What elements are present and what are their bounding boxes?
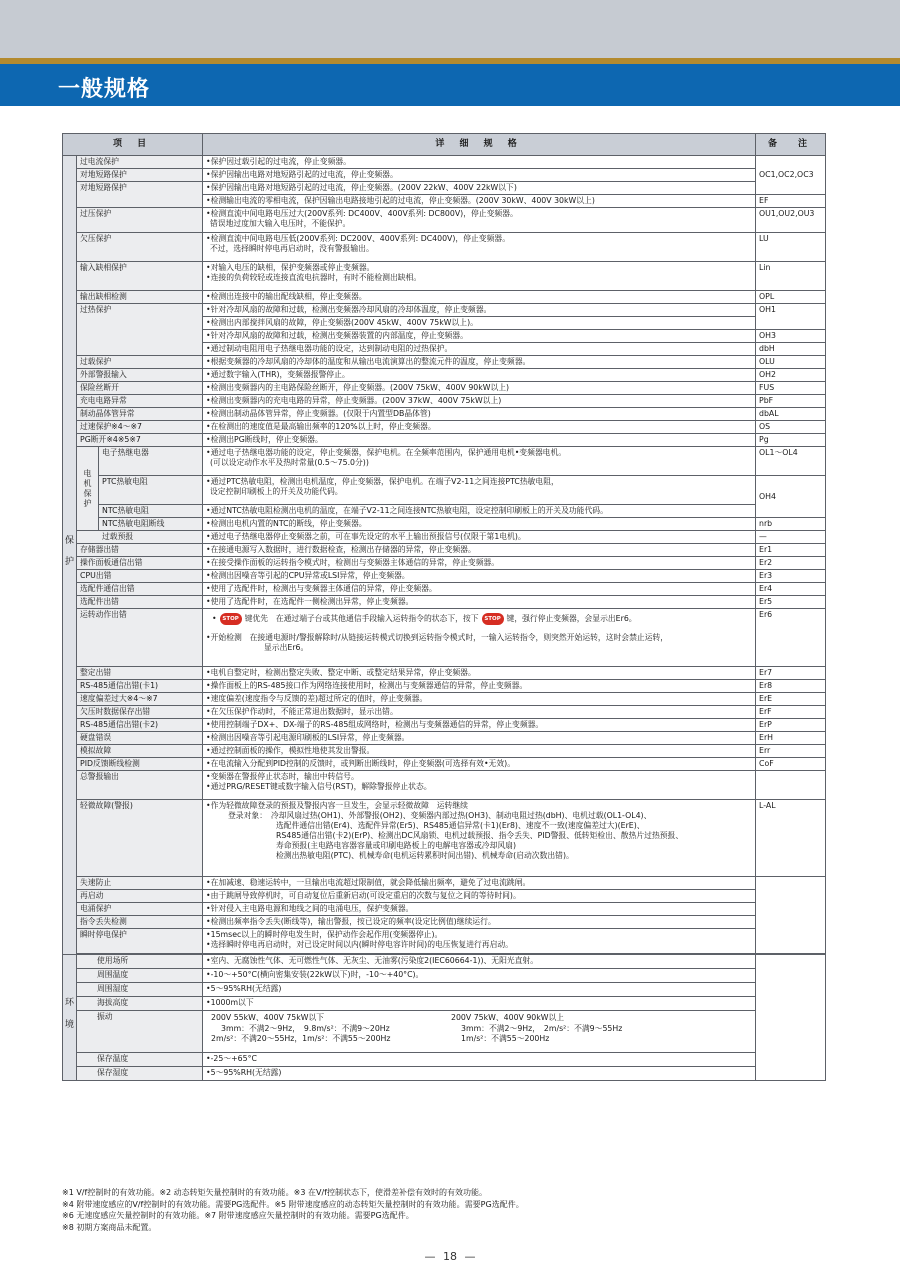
remark-cell: EF [756, 195, 826, 208]
table-row [63, 969, 826, 983]
table-row [63, 758, 826, 771]
item-cell: 输入缺相保护 [77, 262, 203, 291]
footnotes [62, 1187, 842, 1233]
detail-cell: •保护因输出电路对地短路引起的过电流，停止变频器。(200V 22kW、400V 22kW以下) [203, 182, 756, 195]
detail-cell: •检测出内部搅拌风扇的故障，停止变频器(200V 45kW、400V 75kW以上)。 [203, 317, 756, 330]
detail-cell: •变频器在警报停止状态时，输出中转信号。 •通过PRG/RESET键或数字输入信号(RST)，解除警报停止状态。 [203, 771, 756, 800]
item-cell: 轻微故障(警报) [77, 800, 203, 877]
item-cell: 瞬时停电保护 [77, 929, 203, 954]
table-row [63, 745, 826, 758]
detail-cell: •针对冷却风扇的故障和过载，检测出变频器冷却风扇的冷却体温度，停止变频器。 [203, 304, 756, 317]
table-row [63, 680, 826, 693]
detail-cell: •检测出电机内置的NTC的断线，停止变频器。 [203, 518, 756, 531]
detail-cell: •检测出因噪音等引起的CPU异常或LSI异常，停止变频器。 [203, 570, 756, 583]
remark-cell: OL1～OL4 [756, 447, 826, 476]
table-row [63, 505, 826, 518]
remark-cell: L-AL [756, 800, 826, 877]
detail-cell: •针对侵入主电路电源和地线之间的电涌电压，保护变频器。 [203, 903, 756, 916]
table-row [63, 434, 826, 447]
detail-cell: •检测出变频器内的主电路保险丝断开，停止变频器。(200V 75kW、400V 90kW以上) [203, 382, 756, 395]
remark-cell: ErP [756, 719, 826, 732]
remark-cell: OPL [756, 291, 826, 304]
table-header-row [63, 134, 826, 156]
table-row [63, 719, 826, 732]
item-cell: 选配件出错 [77, 596, 203, 609]
item-cell: 保存湿度 [77, 1067, 203, 1081]
remark-cell: Pg [756, 434, 826, 447]
detail-cell: •检测出因噪音等引起电源印刷板的LSI异常，停止变频器。 [203, 732, 756, 745]
table-row [63, 557, 826, 570]
table-row [63, 1053, 826, 1067]
table-row [63, 291, 826, 304]
table-row [63, 706, 826, 719]
table-row [63, 182, 826, 195]
vibration-grid: 200V 55kW、400V 75kW以下 200V 75kW、400V 90kW以上 3mm：不满2～9Hz， 9.8m/s²：不满9～20Hz 3mm：不满2～9Hz， 2m/s²：不满9～55Hz 2m/s²：不满20～55Hz，1m/s²：不满55～200Hz 1m/s²：不满55～200Hz [211, 1013, 623, 1044]
table-row [63, 997, 826, 1011]
table-row [63, 369, 826, 382]
detail-cell: •-10～+50°C(横向密集安装(22kW以下)时，-10～+40°C)。 [203, 969, 756, 983]
item-cell: 运转动作出错 [77, 609, 203, 667]
detail-cell: •检测直流中间电路电压低(200V系列: DC200V、400V系列: DC400V)，停止变频器。 不过，选择瞬时停电再启动时，没有警报输出。 [203, 233, 756, 262]
detail-cell: •检测出连接中的输出配线缺相，停止变频器。 [203, 291, 756, 304]
detail-cell: •5～95%RH(无结露) [203, 1067, 756, 1081]
item-cell: PTC热敏电阻 [99, 476, 203, 505]
remark-cell: nrb [756, 518, 826, 531]
detail-cell: •通过NTC热敏电阻检测出电机的温度，在端子V2-11之间连接NTC热敏电阻，设定控制印刷板上的开关及功能代码。 [203, 505, 756, 518]
stop-key-icon: STOP [482, 613, 504, 625]
detail-cell: •在电流输入分配到PID控制的反馈时，或判断出断线时，停止变频器(可选择有效•无效)。 [203, 758, 756, 771]
detail-cell: •5～95%RH(无结露) [203, 983, 756, 997]
item-cell: 选配件通信出错 [77, 583, 203, 596]
detail-cell: •保护因过载引起的过电流，停止变频器。 [203, 156, 756, 169]
detail-cell: •1000m以下 [203, 997, 756, 1011]
item-cell: NTC热敏电阻断线 [99, 518, 203, 531]
table-row [63, 583, 826, 596]
item-cell: RS-485通信出错(卡2) [77, 719, 203, 732]
category-environment: 环 境 [63, 955, 77, 1081]
stop-key-icon: STOP [220, 613, 242, 625]
item-cell: 周围湿度 [77, 983, 203, 997]
remark-cell: LU [756, 233, 826, 262]
item-cell: 失速防止 [77, 877, 203, 890]
page-number: — 18 — [424, 1250, 476, 1263]
remark-cell: OH3 [756, 330, 826, 343]
remark-cell: PbF [756, 395, 826, 408]
item-cell: RS-485通信出错(卡1) [77, 680, 203, 693]
table-row [63, 382, 826, 395]
top-gray-band [0, 0, 900, 58]
remark-cell: Lin [756, 262, 826, 291]
item-cell: 对地短路保护 [77, 169, 203, 182]
item-cell: 操作面板通信出错 [77, 557, 203, 570]
table-row [63, 447, 826, 476]
remark-cell: ErE [756, 693, 826, 706]
table-row [63, 356, 826, 369]
remark-cell: — [756, 531, 826, 544]
item-cell: 电子热继电器 [99, 447, 203, 476]
table-row [63, 983, 826, 997]
footnote-line: ※1 V/f控制时的有效功能。※2 动态转矩矢量控制时的有效功能。※3 在V/f控制状态下，使滑差补偿有效时的有效功能。 [62, 1188, 487, 1197]
item-cell: CPU出错 [77, 570, 203, 583]
table-row [63, 609, 826, 667]
remark-cell: Err [756, 745, 826, 758]
header-detail: 详 细 规 格 [203, 134, 756, 156]
page-title: 一般规格 [58, 77, 151, 102]
item-cell: 欠压时数据保存出错 [77, 706, 203, 719]
detail-cell: • STOP 键优先 在通过端子台或其他通信手段输入运转指令的状态下，按下 STOP 键，强行停止变频器，会显示出Er6。 •开始检测 在接通电源时/警报解除时/从链接运转模式切换到运转指令模式时，一输入运转指令，则突然开始运转，这时会禁止运转， 显示出Er6。 [203, 609, 756, 667]
remark-cell: Er8 [756, 680, 826, 693]
item-cell: 存储器出错 [77, 544, 203, 557]
detail-cell: •在检测出的速度值是最高输出频率的120%以上时，停止变频器。 [203, 421, 756, 434]
table-row [63, 156, 826, 169]
detail-cell: •室内、无腐蚀性气体、无可燃性气体、无灰尘、无油雾(污染度2(IEC60664-1))、无阳光直射。 [203, 955, 756, 969]
table-row [63, 929, 826, 954]
remark-cell: Er3 [756, 570, 826, 583]
item-cell: 速度偏差过大※4～※7 [77, 693, 203, 706]
item-cell: 模拟故障 [77, 745, 203, 758]
title-bar [0, 64, 900, 106]
detail-cell: •检测出变频器内的充电电路的异常，停止变频器。(200V 37kW、400V 75kW以上) [203, 395, 756, 408]
detail-cell: •检测输出电流的零相电流，保护因输出电路接地引起的过电流，停止变频器。(200V 30kW、400V 30kW以上) [203, 195, 756, 208]
item-cell: 过电流保护 [77, 156, 203, 169]
table-row [63, 570, 826, 583]
item-cell: NTC热敏电阻 [99, 505, 203, 518]
remark-cell: Er7 [756, 667, 826, 680]
table-row [63, 732, 826, 745]
remark-cell: OH1 [756, 304, 826, 330]
detail-cell: •速度偏差(速度指令与反馈的差)超过所定的值时，停止变频器。 [203, 693, 756, 706]
remark-cell: OH2 [756, 369, 826, 382]
item-cell: 周围温度 [77, 969, 203, 983]
item-cell: 振动 [77, 1011, 203, 1053]
detail-cell: •通过电子热继电器停止变频器之前，可在事先设定的水平上输出预报信号(仅限于第1电机)。 [203, 531, 756, 544]
table-row [63, 233, 826, 262]
detail-cell: •-25～+65°C [203, 1053, 756, 1067]
item-cell: 保存温度 [77, 1053, 203, 1067]
table-row [63, 800, 826, 877]
item-cell: 对地短路保护 [77, 182, 203, 208]
remark-cell: ErH [756, 732, 826, 745]
detail-cell: •检测出PG断线时，停止变频器。 [203, 434, 756, 447]
detail-cell: •在接通电源写入数据时，进行数据检查，检测出存储器的异常，停止变频器。 [203, 544, 756, 557]
footnote-line: ※4 附带速度感应的V/f控制时的有效功能。需要PG选配件。※5 附带速度感应的动态转矩矢量控制时的有效功能。需要PG选配件。 [62, 1199, 524, 1209]
header-remark: 备 注 [756, 134, 826, 156]
remark-cell: CoF [756, 758, 826, 771]
item-cell: 指令丢失检测 [77, 916, 203, 929]
table-row [63, 1067, 826, 1081]
subcategory-motor-protection: 电 机 保 护 [77, 447, 99, 531]
table-row [63, 169, 826, 182]
table-row [63, 304, 826, 317]
table-row [63, 667, 826, 680]
table-row [63, 916, 826, 929]
detail-cell: •在加减速、稳速运转中，一旦输出电流超过限制值，就会降低输出频率，避免了过电流跳闸。 [203, 877, 756, 890]
item-cell: 整定出错 [77, 667, 203, 680]
detail-cell: •通过PTC热敏电阻，检测出电机温度，停止变频器，保护电机。在端子V2-11之间连接PTC热敏电阻， 设定控制印刷板上的开关及功能代码。 [203, 476, 756, 505]
remark-cell: OS [756, 421, 826, 434]
item-cell: 过速保护※4～※7 [77, 421, 203, 434]
footnote-line: ※8 初期方案商品未配置。 [62, 1222, 157, 1232]
detail-cell: •对输入电压的缺相，保护变频器或停止变频器。 •连接的负荷较轻或连接直流电抗器时，有时不能检测出缺相。 [203, 262, 756, 291]
item-cell: 总警报输出 [77, 771, 203, 800]
table-row [63, 877, 826, 890]
detail-cell: •在接受操作面板的运转指令模式时，检测出与变频器主体通信的异常，停止变频器。 [203, 557, 756, 570]
item-cell: 过热保护 [77, 304, 203, 356]
item-cell: 海拔高度 [77, 997, 203, 1011]
remark-cell: Er5 [756, 596, 826, 609]
item-cell: 过压保护 [77, 208, 203, 233]
table-row [63, 903, 826, 916]
detail-cell: •针对冷却风扇的故障和过载，检测出变频器装置的内部温度，停止变频器。 [203, 330, 756, 343]
table-row [63, 208, 826, 233]
table-row [63, 476, 826, 505]
item-cell: 外部警报输入 [77, 369, 203, 382]
remark-cell: FUS [756, 382, 826, 395]
detail-cell: •通过电子热继电器功能的设定，停止变频器，保护电机。在全频率范围内，保护通用电机•变频器电机。 (可以设定动作水平及热时常量(0.5～75.0分)) [203, 447, 756, 476]
detail-cell: •检测出制动晶体管异常，停止变频器。(仅限于内置型DB晶体管) [203, 408, 756, 421]
remark-cell: OU1,OU2,OU3 [756, 208, 826, 233]
item-cell: 过载保护 [77, 356, 203, 369]
remark-cell: Er1 [756, 544, 826, 557]
detail-cell: •使用控制端子DX+、DX-端子的RS-485组成网络时，检测出与变频器通信的异常，停止变频器。 [203, 719, 756, 732]
detail-cell: •通过制动电阻用电子热继电器功能的设定，达到制动电阻的过热保护。 [203, 343, 756, 356]
table-row [63, 890, 826, 903]
detail-cell: •15msec以上的瞬时停电发生时，保护动作会起作用(变频器停止)。 •选择瞬时停电再启动时，对已设定时间以内(瞬时停电容许时间)的电压恢复进行再启动。 [203, 929, 756, 954]
detail-cell: •使用了选配件时，检测出与变频器主体通信的异常，停止变频器。 [203, 583, 756, 596]
remark-cell: OC1,OC2,OC3 [756, 156, 826, 195]
remark-cell: dbH [756, 343, 826, 356]
table-row [63, 693, 826, 706]
detail-cell: •检测直流中间电路电压过大(200V系列: DC400V、400V系列: DC800V)，停止变频器。 错误地过度加大输入电压时，不能保护。 [203, 208, 756, 233]
table-row [63, 596, 826, 609]
detail-cell: •通过控制面板的操作，模拟性地使其发出警报。 [203, 745, 756, 758]
remark-cell [756, 877, 826, 954]
item-cell: 欠压保护 [77, 233, 203, 262]
remark-cell: Er4 [756, 583, 826, 596]
detail-cell: •由于跳闸导致停机时，可自动复位后重新启动(可设定重启的次数与复位之间的等待时间)。 [203, 890, 756, 903]
table-row [63, 544, 826, 557]
header-item: 项 目 [63, 134, 203, 156]
detail-cell: •作为轻微故障登录的预报及警报内容一旦发生，会显示轻微故障 运转继续 登录对象： 冷却风扇过热(OH1)、外部警报(OH2)、变频器内部过热(OH3)、制动电阻过热(dbH)、电机过载(OL1-OL4)、 选配件通信出错(Er4)、选配件异常(Er5)、RS485通信异常(卡1)(Er8)、速度不一致(速度偏差过大)(ErE)、 RS485通信出错(卡2)(ErP)、检测出DC风扇锁、电机过载预报、指令丢失、PID警报、低转矩检出、散热片过热预报、 寿命预报(主电路电容器容量或印刷电路板上的电解电容器或冷却风扇) 检测出热敏电阻(PTC)、机械寿命(电机运转累积时间出错)、机械寿命(启动次数出错)。 [203, 800, 756, 877]
item-cell: 使用场所 [77, 955, 203, 969]
detail-cell: •保护因输出电路对地短路引起的过电流，停止变频器。 [203, 169, 756, 182]
item-cell: 输出缺相检测 [77, 291, 203, 304]
item-cell: 保险丝断开 [77, 382, 203, 395]
table-row [63, 408, 826, 421]
table-row [63, 955, 826, 969]
table-row [63, 1011, 826, 1053]
table-row [63, 421, 826, 434]
remark-cell [756, 955, 826, 1081]
table-row [63, 771, 826, 800]
item-cell: 制动晶体管异常 [77, 408, 203, 421]
detail-cell: •在欠压保护作动时，不能正常退出数据时，显示出错。 [203, 706, 756, 719]
item-cell: 充电电路异常 [77, 395, 203, 408]
detail-cell: •通过数字输入(THR)，变频器报警停止。 [203, 369, 756, 382]
remark-cell: ErF [756, 706, 826, 719]
detail-cell: •使用了选配件时，在选配件一侧检测出异常，停止变频器。 [203, 596, 756, 609]
table-row [63, 395, 826, 408]
detail-cell: •根据变频器的冷却风扇的冷却体的温度和从输出电流演算出的整流元件的温度，停止变频器。 [203, 356, 756, 369]
remark-cell: Er6 [756, 609, 826, 667]
remark-cell: Er2 [756, 557, 826, 570]
detail-cell: •操作面板上的RS-485接口作为网络连接使用时，检测出与变频器通信的异常，停止变频器。 [203, 680, 756, 693]
table-row [63, 518, 826, 531]
table-row [63, 262, 826, 291]
item-cell: 硬盘错误 [77, 732, 203, 745]
remark-cell: OLU [756, 356, 826, 369]
table-row [63, 531, 826, 544]
detail-cell: •电机自整定时，检测出整定失败、整定中断、或整定结果异常，停止变频器。 [203, 667, 756, 680]
detail-cell [203, 1011, 756, 1053]
item-cell: PG断开※4※5※7 [77, 434, 203, 447]
detail-cell: •检测出频率指令丢失(断线等)，输出警报，按已设定的频率(设定比例值)继续运行。 [203, 916, 756, 929]
remark-cell [756, 771, 826, 800]
spec-table [62, 133, 826, 1081]
item-cell: 过载预报 [77, 531, 203, 544]
item-cell: 再启动 [77, 890, 203, 903]
category-protection: 保 护 [63, 156, 77, 955]
item-cell: PID反馈断线检测 [77, 758, 203, 771]
remark-cell: OH4 [756, 476, 826, 518]
item-cell: 电涌保护 [77, 903, 203, 916]
remark-cell: dbAL [756, 408, 826, 421]
footnote-line: ※6 无速度感应矢量控制时的有效功能。※7 附带速度感应矢量控制时的有效功能。需要PG选配件。 [62, 1211, 414, 1221]
